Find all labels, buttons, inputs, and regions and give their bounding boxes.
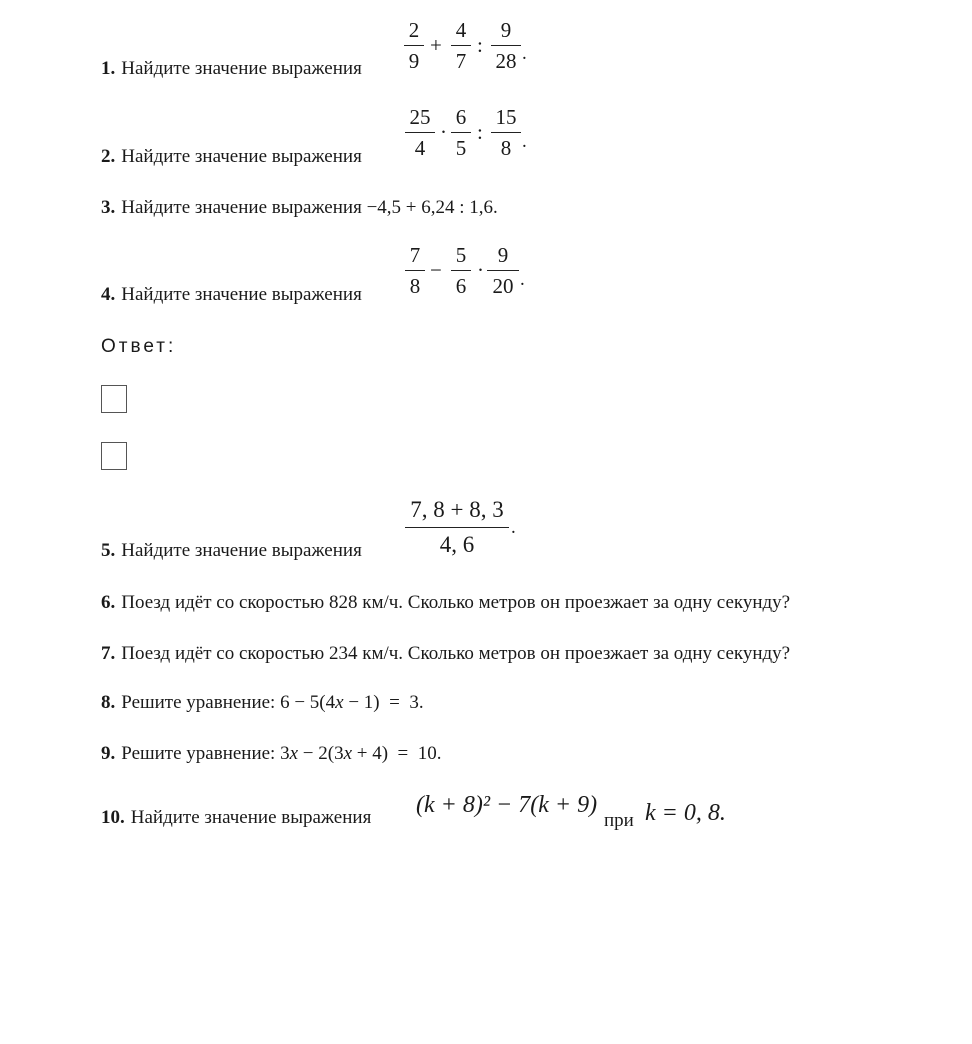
- answer-checkbox-2[interactable]: [101, 442, 127, 470]
- problem-2: [101, 146, 362, 168]
- equation: 6 − 5(4x − 1) = 3.: [280, 692, 424, 713]
- fraction: 9 20: [487, 245, 519, 297]
- problem-5: [101, 540, 362, 562]
- problem-7: [101, 643, 790, 665]
- problem-number: 1.: [101, 58, 116, 79]
- problem-6: [101, 592, 790, 614]
- fraction: 6 5: [451, 107, 471, 159]
- problem-prompt: Найдите значение выражения: [121, 146, 362, 167]
- period: .: [520, 269, 525, 290]
- expression: (k + 8)² − 7(k + 9): [416, 792, 598, 818]
- problem-text: Поезд идёт со скоростью 828 км/ч. Сколько метров он проезжает за одну секунду?: [121, 592, 791, 613]
- problem-3: [101, 197, 498, 219]
- problem-label: Решите уравнение:: [121, 692, 276, 713]
- problem-text: Поезд идёт со скоростью 234 км/ч. Сколько метров он проезжает за одну секунду?: [121, 643, 791, 664]
- fraction: 2 9: [404, 20, 424, 72]
- operator: ·: [477, 258, 484, 282]
- operator: −: [430, 258, 442, 282]
- problem-number: 6.: [101, 592, 116, 613]
- operator: :: [477, 33, 483, 57]
- problem-8: [101, 692, 424, 714]
- fraction: 5 6: [451, 245, 471, 297]
- period: .: [511, 517, 516, 538]
- problem-number: 4.: [101, 284, 116, 305]
- fraction: 15 8: [491, 107, 521, 159]
- problem-number: 10.: [101, 807, 125, 828]
- expression-value: k = 0, 8.: [645, 800, 726, 826]
- problem-number: 8.: [101, 692, 116, 713]
- answer-checkbox-1[interactable]: [101, 385, 127, 413]
- problem-prompt: Найдите значение выражения: [121, 540, 362, 561]
- problem-number: 5.: [101, 540, 116, 561]
- problem-1: [101, 58, 362, 80]
- problem-prompt: Найдите значение выражения: [121, 58, 362, 79]
- problem-4: [101, 284, 362, 306]
- problem-number: 7.: [101, 643, 116, 664]
- operator: :: [477, 120, 483, 144]
- fraction: 4 7: [451, 20, 471, 72]
- problem-prompt: Найдите значение выражения: [130, 807, 372, 828]
- period: .: [522, 131, 527, 152]
- period: .: [522, 43, 527, 64]
- problem-number: 9.: [101, 743, 116, 764]
- expression: −4,5 + 6,24 : 1,6.: [366, 197, 498, 218]
- operator: ·: [440, 120, 447, 144]
- fraction: 7, 8 + 8, 3 4, 6: [405, 498, 509, 556]
- fraction: 25 4: [405, 107, 435, 159]
- problem-number: 3.: [101, 197, 116, 218]
- problem-9: [101, 743, 442, 765]
- problem-prompt: Найдите значение выражения: [121, 197, 362, 218]
- problem-label: Решите уравнение:: [121, 743, 276, 764]
- problem-10: [101, 807, 371, 829]
- fraction: 7 8: [405, 245, 425, 297]
- problem-number: 2.: [101, 146, 116, 167]
- answer-label: Ответ:: [101, 336, 177, 357]
- pri-word: при: [604, 810, 634, 831]
- operator: +: [430, 33, 442, 57]
- fraction: 9 28: [491, 20, 521, 72]
- equation: 3x − 2(3x + 4) = 10.: [280, 743, 442, 764]
- problem-prompt: Найдите значение выражения: [121, 284, 362, 305]
